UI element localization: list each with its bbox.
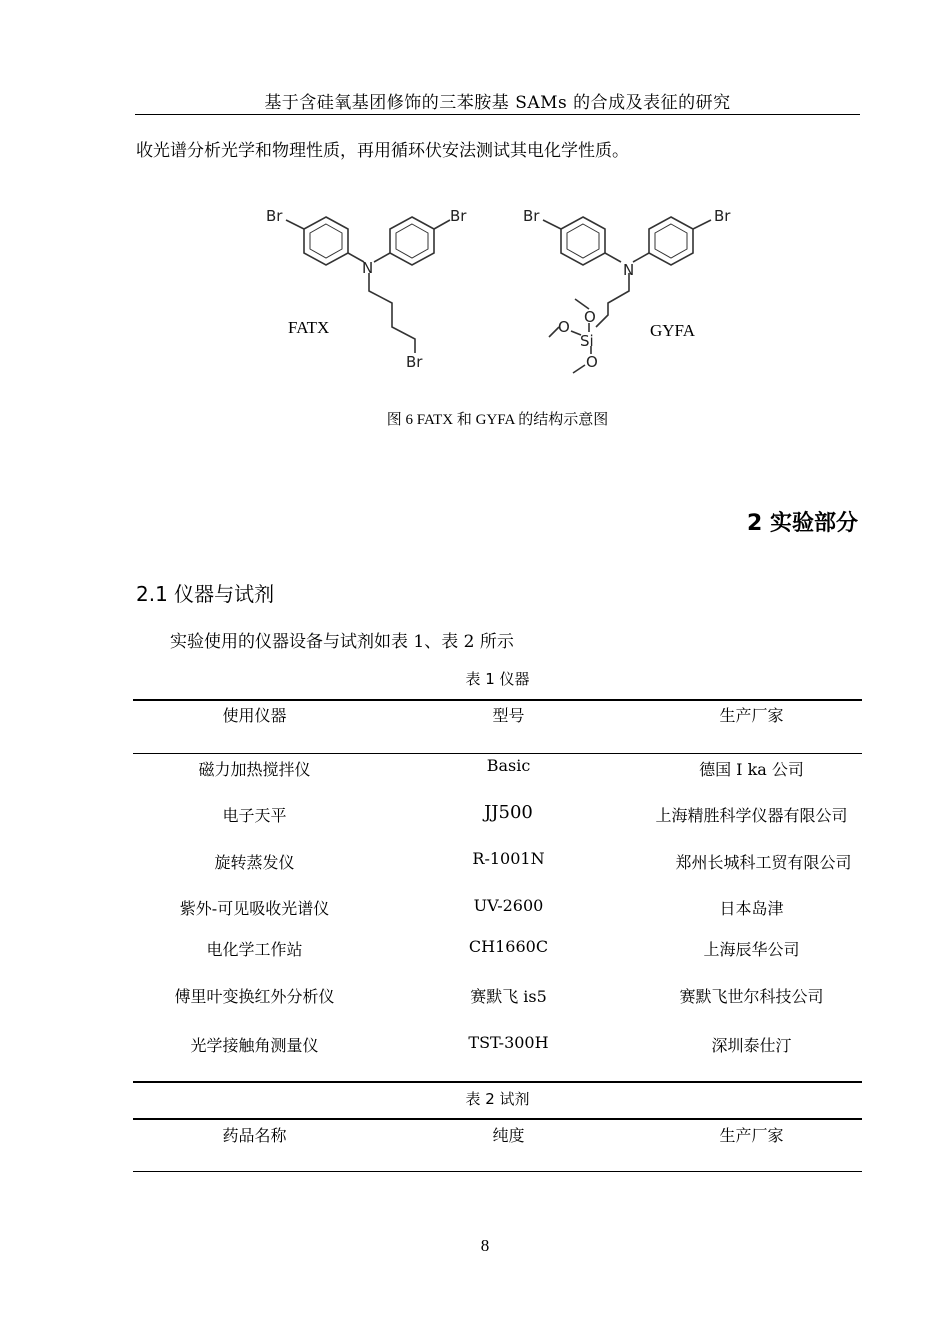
structure-figure — [240, 195, 740, 395]
table-cell: 傅里叶变换红外分析仪 — [174, 987, 335, 1006]
table-cell: 郑州长城科工贸有限公司 — [675, 853, 852, 872]
table2-header-rule — [133, 1171, 862, 1172]
table-cell: 赛默飞 is5 — [470, 987, 547, 1006]
table1-header-manufacturer: 生产厂家 — [719, 706, 784, 725]
table2-header-purity: 纯度 — [492, 1126, 525, 1145]
header-rule — [135, 114, 860, 115]
table2-header-name: 药品名称 — [222, 1126, 287, 1145]
fatx-label: FATX — [288, 318, 330, 337]
atom-br: Br — [523, 207, 540, 225]
figure-caption: 图 6 FATX 和 GYFA 的结构示意图 — [386, 412, 609, 428]
table-cell: 日本岛津 — [719, 899, 784, 918]
table-cell: R-1001N — [472, 849, 545, 868]
table-cell: 光学接触角测量仪 — [190, 1036, 319, 1055]
atom-br: Br — [450, 207, 467, 225]
running-header: 基于含硅氧基团修饰的三苯胺基 SAMs 的合成及表征的研究 — [264, 93, 731, 113]
table1-header-model: 型号 — [492, 706, 525, 725]
intro-paragraph: 收光谱分析光学和物理性质，再用循环伏安法测试其电化学性质。 — [136, 141, 629, 161]
atom-o: O — [584, 308, 596, 326]
table2-header-manufacturer: 生产厂家 — [719, 1126, 784, 1145]
gyfa-propyl-chain — [596, 273, 629, 327]
table-cell: UV-2600 — [473, 896, 544, 915]
table1-bottom-rule — [133, 1081, 862, 1083]
atom-n: N — [362, 259, 374, 277]
table-cell: 赛默飞世尔科技公司 — [679, 987, 824, 1006]
table2-title: 表 2 试剂 — [465, 1090, 530, 1108]
table-cell: CH1660C — [468, 937, 549, 956]
table-cell: 深圳泰仕汀 — [711, 1036, 792, 1055]
atom-br: Br — [406, 353, 423, 371]
table-cell: 上海精胜科学仪器有限公司 — [655, 806, 848, 825]
table1-header-instrument: 使用仪器 — [222, 706, 287, 725]
atom-si: Si — [580, 332, 594, 350]
table1-header-rule — [133, 753, 862, 754]
atom-o: O — [586, 353, 598, 371]
table-cell: 旋转蒸发仪 — [214, 853, 295, 872]
table-cell: 紫外-可见吸收光谱仪 — [179, 899, 330, 918]
table-cell: 磁力加热搅拌仪 — [198, 760, 311, 779]
table-cell: 上海辰华公司 — [703, 940, 800, 959]
table1-top-rule — [133, 699, 862, 701]
atom-br: Br — [266, 207, 283, 225]
page-number: 8 — [480, 1236, 490, 1255]
table-cell: JJ500 — [484, 802, 533, 823]
gyfa-label: GYFA — [650, 321, 696, 340]
table2-top-rule — [133, 1118, 862, 1120]
chapter-heading: 2 实验部分 — [747, 511, 858, 536]
table-cell: 德国 I ka 公司 — [699, 760, 804, 779]
section-heading: 2.1 仪器与试剂 — [136, 582, 275, 606]
atom-n: N — [623, 261, 635, 279]
table-cell: Basic — [486, 756, 531, 775]
atom-br: Br — [714, 207, 731, 225]
table-cell: TST-300H — [468, 1033, 549, 1052]
table-cell: 电子天平 — [222, 806, 287, 825]
table-cell: 电化学工作站 — [206, 940, 303, 959]
table1-title: 表 1 仪器 — [465, 670, 530, 688]
fatx-butyl-chain — [369, 273, 415, 353]
atom-o: O — [558, 318, 570, 336]
body-paragraph: 实验使用的仪器设备与试剂如表 1、表 2 所示 — [170, 632, 514, 652]
